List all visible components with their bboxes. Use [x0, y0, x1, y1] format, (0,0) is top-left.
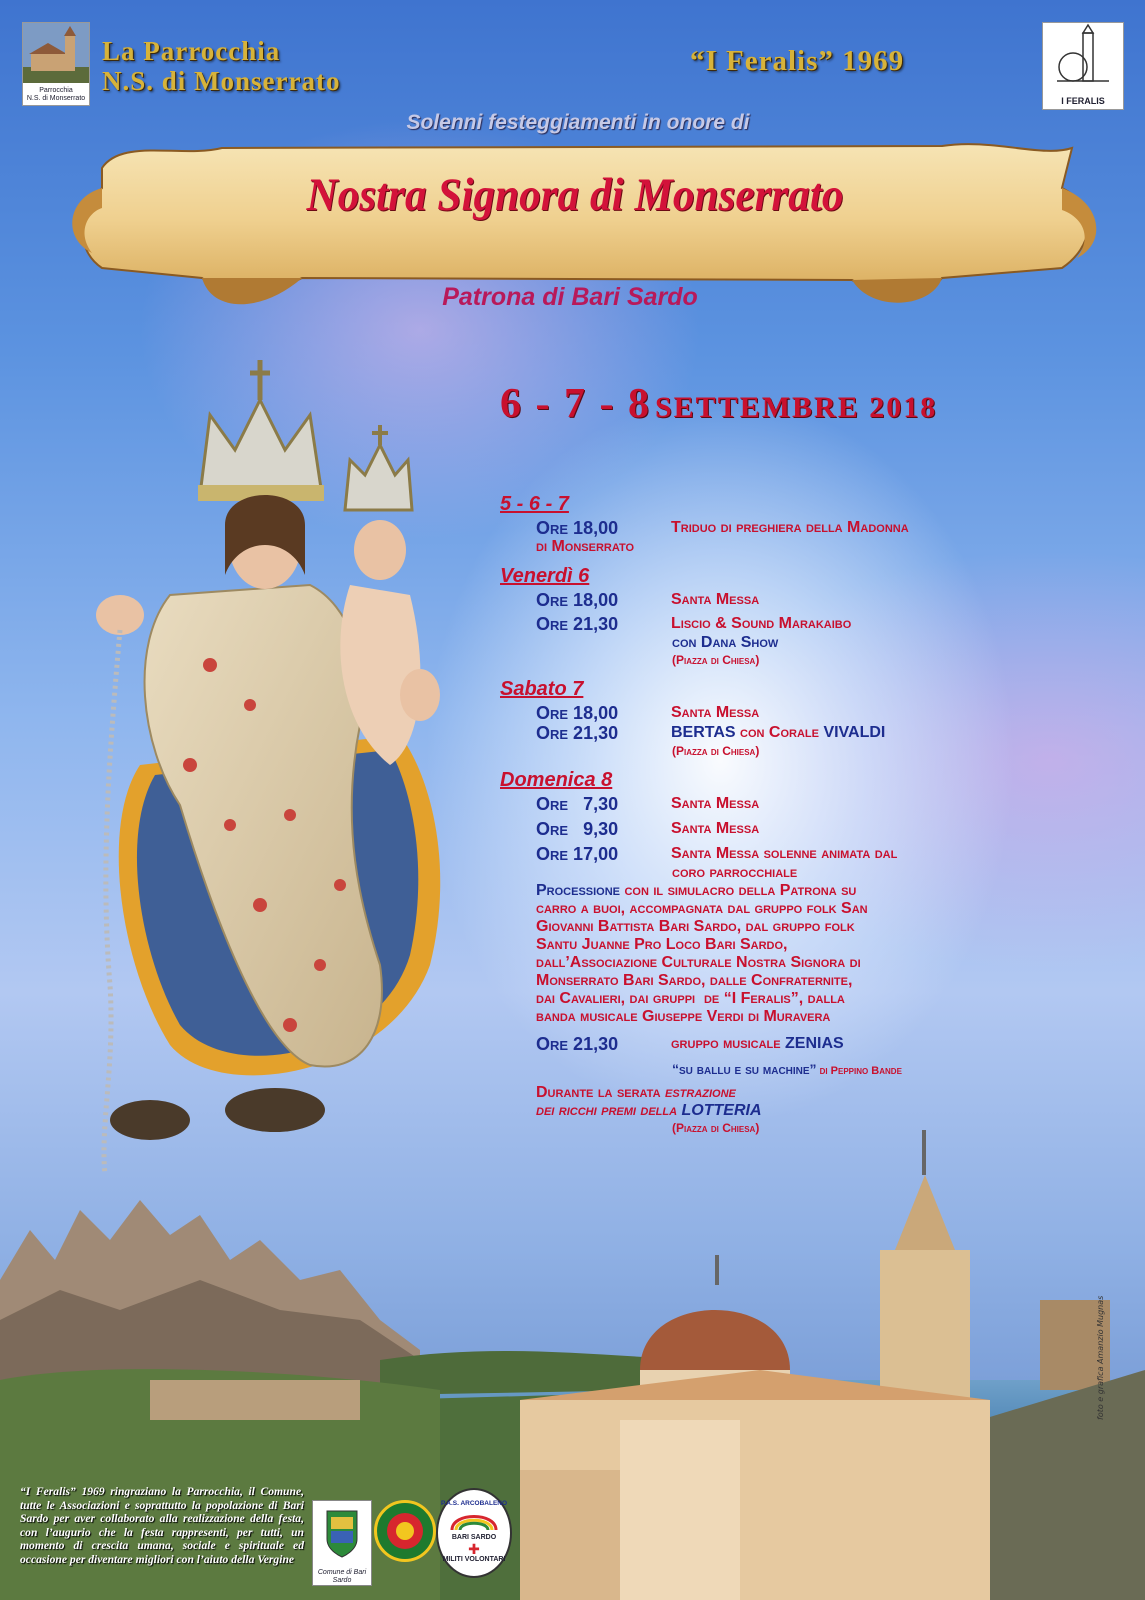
- schedule-item: [536, 703, 1110, 723]
- coat-of-arms-icon: [313, 1501, 371, 1565]
- schedule-item: [536, 614, 1110, 634]
- schedule-item: [536, 590, 1110, 610]
- event-title: [671, 723, 885, 743]
- feralis-logo-caption: I FERALIS: [1061, 96, 1105, 106]
- event-time: Ore 21,30: [536, 723, 619, 743]
- church-icon: [23, 23, 89, 83]
- rainbow-icon: [438, 1508, 510, 1530]
- event-title: Santa Messa: [671, 704, 760, 721]
- day-heading-domenica: Domenica 8: [500, 769, 613, 791]
- madonna-statue-image: [60, 345, 460, 1205]
- schedule-item: [536, 794, 1110, 814]
- lottery-text: Durante la serata: [536, 1084, 665, 1101]
- event-time: Ore 9,30: [536, 819, 619, 839]
- event-title: Triduo di preghiera della Madonna: [671, 519, 909, 536]
- song-author: di Peppino Bande: [816, 1065, 902, 1077]
- crown-icon: [198, 360, 324, 501]
- day-heading-sabato: Sabato 7: [500, 678, 584, 700]
- event-title: Liscio & Sound Marakaibo: [671, 615, 852, 632]
- pas-logo-line3: MILITI VOLONTARI: [442, 1556, 506, 1563]
- event-location: (Piazza di Chiesa): [672, 1121, 760, 1135]
- schedule-item: [536, 1034, 1110, 1054]
- event-title: Santa Messa: [671, 820, 760, 837]
- lottery-line: [536, 1102, 1110, 1120]
- song-title: “su ballu e su machine”: [672, 1061, 817, 1077]
- parish-name: [102, 36, 340, 96]
- photo-credits: foto e grafica Amanzio Mugnas: [1096, 1295, 1105, 1420]
- event-title: [671, 1034, 844, 1054]
- lottery-emphasis: estrazione: [664, 1084, 736, 1101]
- pas-logo-line1: P.A.S. ARCOBALENO: [440, 1500, 508, 1507]
- subtitle-top: Solenni festeggiamenti in onore di: [406, 111, 750, 134]
- parish-logo-caption-2: N.S. di Monserrato: [26, 95, 86, 102]
- day-heading-venerdi: Venerdì 6: [500, 565, 590, 587]
- schedule-item: [536, 518, 1110, 538]
- lottery-emphasis: LOTTERIA: [681, 1102, 762, 1119]
- procession-line: Santu Juanne Pro Loco Bari Sardo,: [536, 936, 788, 953]
- festival-days: 6 - 7 - 8: [500, 381, 651, 427]
- lottery-line: [536, 1084, 1110, 1102]
- parish-logo: [22, 22, 90, 106]
- patrona-subtitle: Patrona di Bari Sardo: [442, 283, 698, 311]
- parish-name-line2: N.S. di Monserrato: [102, 66, 341, 96]
- footer-thanks: “I Feralis” 1969 ringraziano la Parrocchia, il Comune, tutte le Associazioni e soprattutto la popolazione di Bari Sardo per aver collaborato alla realizzazione della festa, con l’augurio che la festa rappresenti, per tutti, un momento di crescita umana, sociale e spirituale ed occasione per diventare migliori con l’aiuto della Vergine: [20, 1485, 304, 1566]
- event-with: con Corale: [735, 724, 824, 741]
- parish-name-line1: La Parrocchia: [102, 36, 281, 66]
- event-location: (Piazza di Chiesa): [672, 653, 760, 667]
- group-title: “I Feralis” 1969: [690, 45, 905, 77]
- festival-month-year: SETTEMBRE 2018: [654, 391, 938, 424]
- event-time: Ore 18,00: [536, 703, 619, 723]
- comune-logo: [312, 1500, 372, 1586]
- event-time: Ore 18,00: [536, 590, 619, 610]
- event-title-continued: di Monserrato: [536, 538, 635, 555]
- event-title-continued: con Dana Show: [672, 634, 779, 651]
- procession-line: dall’Associazione Culturale Nostra Signora di: [536, 954, 861, 971]
- event-time: Ore 18,00: [536, 518, 619, 538]
- event-time: Ore 21,30: [536, 1034, 619, 1054]
- band-name: BERTAS: [671, 724, 736, 741]
- schedule-item: [536, 723, 1110, 743]
- main-title: Nostra Signora di Monserrato: [306, 169, 844, 221]
- feralis-emblem-icon: [1043, 23, 1123, 93]
- feralis-logo: [1042, 22, 1124, 110]
- schedule-item: [536, 844, 1110, 864]
- procession-line: dai Cavalieri, dai gruppi de “I Feralis”, dalla: [536, 990, 845, 1007]
- procession-line: Giovanni Battista Bari Sardo, dal gruppo folk: [536, 918, 855, 935]
- seal-icon: [377, 1503, 433, 1559]
- event-time: Ore 7,30: [536, 794, 619, 814]
- event-time: Ore 17,00: [536, 844, 619, 864]
- procession-line: Monserrato Bari Sardo, dalle Confraternite,: [536, 972, 853, 989]
- event-title: Santa Messa: [671, 591, 760, 608]
- procession-text: con il simulacro della Patrona su: [620, 882, 857, 899]
- procession-lead: Processione: [536, 882, 621, 899]
- cross-icon: ✚: [468, 1541, 480, 1557]
- day-heading-triduo: 5 - 6 - 7: [500, 493, 569, 515]
- event-title-continued: coro parrocchiale: [672, 864, 798, 881]
- lottery-text: dei ricchi premi della: [536, 1102, 682, 1119]
- pas-logo-line2: BARI SARDO: [451, 1534, 497, 1541]
- program-schedule: [500, 490, 1110, 1137]
- event-text: gruppo musicale: [671, 1035, 786, 1052]
- event-location: (Piazza di Chiesa): [672, 744, 760, 758]
- procession-line: carro a buoi, accompagnata dal gruppo folk San: [536, 900, 868, 917]
- event-time: Ore 21,30: [536, 614, 619, 634]
- choir-name: VIVALDI: [823, 724, 886, 741]
- event-title: Santa Messa solenne animata dal: [671, 845, 898, 862]
- festival-dates: [500, 380, 960, 428]
- associazione-logo: [374, 1500, 436, 1562]
- parish-logo-caption-1: Parrocchia: [39, 87, 73, 94]
- comune-logo-caption: Comune di Bari Sardo: [317, 1569, 367, 1584]
- schedule-item: [536, 819, 1110, 839]
- pas-arcobaleno-logo: [436, 1488, 512, 1578]
- procession-line: [536, 882, 1110, 900]
- song-line: [672, 1060, 1110, 1080]
- procession-line: banda musicale Giuseppe Verdi di Muravera: [536, 1008, 831, 1025]
- event-title: Santa Messa: [671, 795, 760, 812]
- band-name: ZENIAS: [785, 1035, 844, 1052]
